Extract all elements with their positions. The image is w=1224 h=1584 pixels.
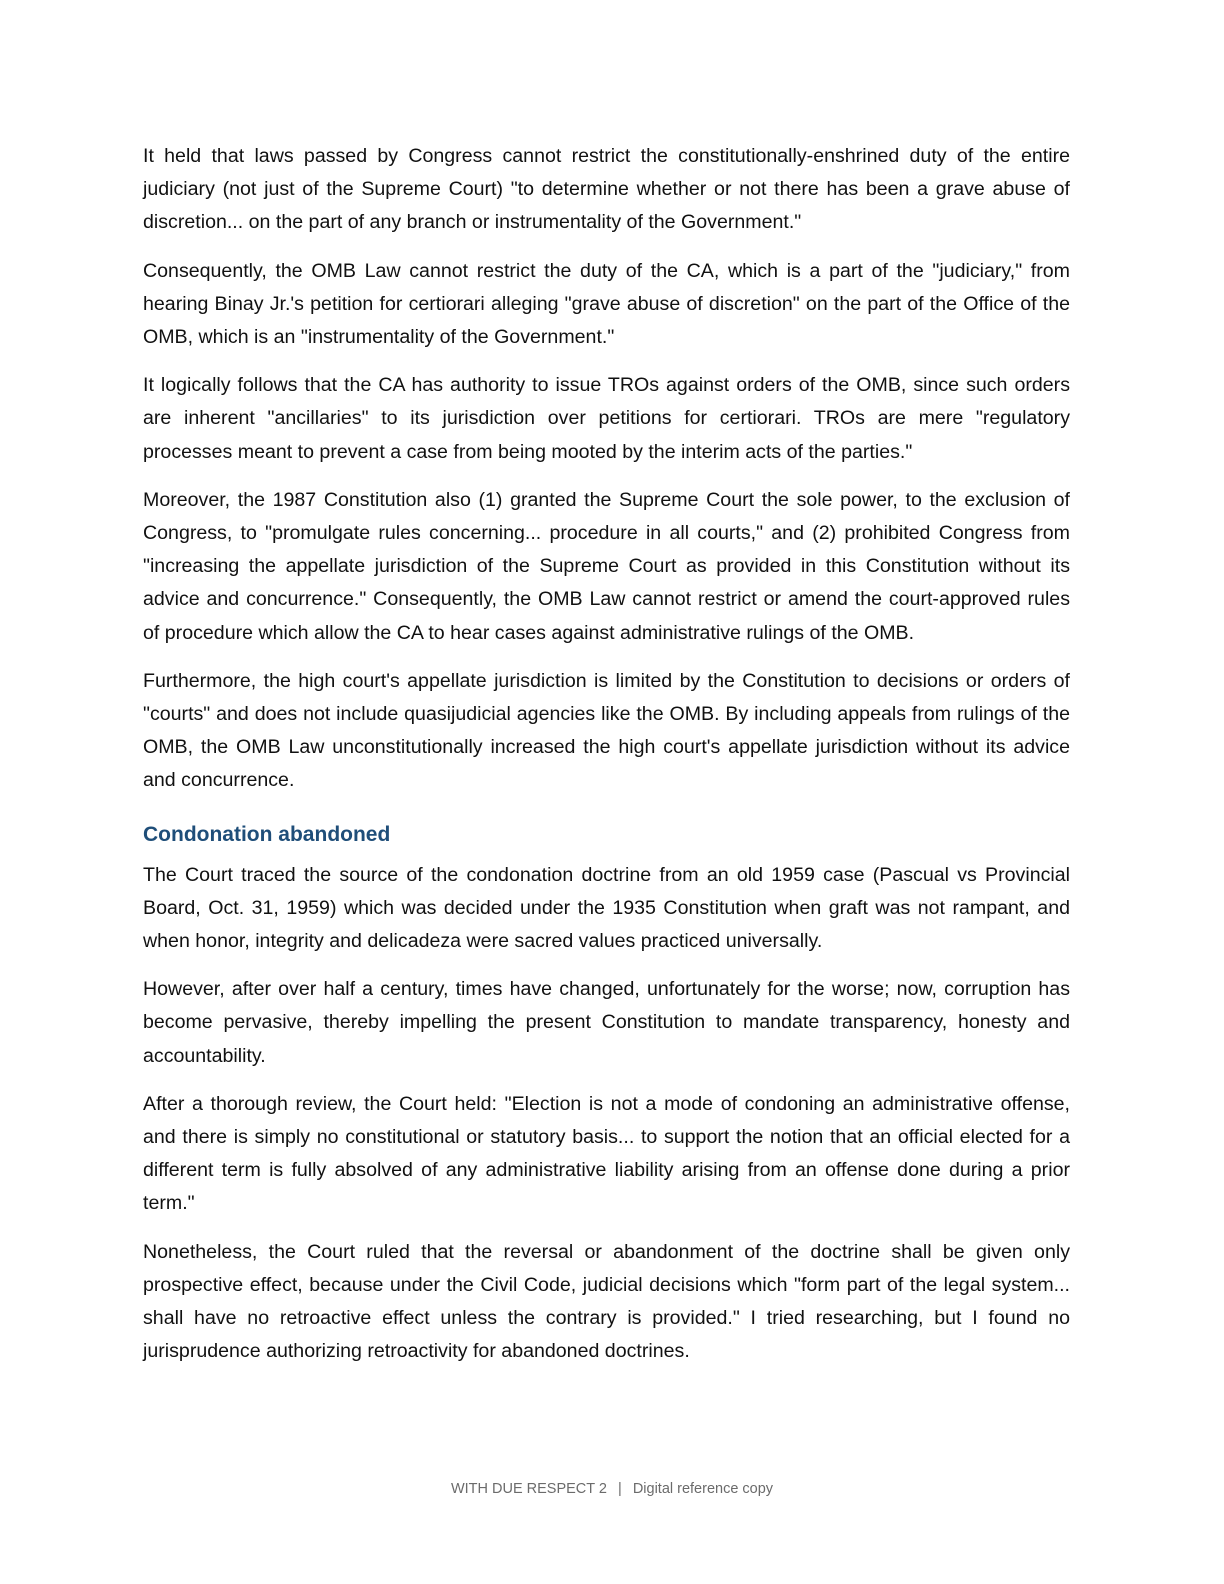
body-paragraph: Furthermore, the high court's appellate jurisdiction is limited by the Constitution to decisions or orders of "courts" and does not include quasijudicial agencies like the OMB. By including appeals from rulings of the OMB, the OMB Law unconstitutionally increased the high court's appellate jurisdiction without its advice and concurrence.	[143, 669, 1070, 792]
footer-title: WITH DUE RESPECT 2	[450, 1481, 607, 1497]
section-heading: Condonation abandoned	[143, 822, 391, 846]
body-paragraph: Consequently, the OMB Law cannot restrict the duty of the CA, which is a part of the "judiciary," from hearing Binay Jr.'s petition for certiorari alleging "grave abuse of discretion" on the part of the Office of the OMB, which is an "instrumentality of the Government."	[143, 259, 1070, 349]
body-paragraph: After a thorough review, the Court held: "Election is not a mode of condoning an administrative offense, and there is simply no constitutional or statutory basis... to support the notion that an official elected for a different term is fully absolved of any administrative liability arising from an offense done during a prior term."	[143, 1092, 1070, 1215]
body-paragraph: It logically follows that the CA has authority to issue TROs against orders of the OMB, since such orders are inherent "ancillaries" to its jurisdiction over petitions for certiorari. TROs are mere "regulatory processes meant to prevent a case from being mooted by the interim acts of the parties."	[143, 374, 1070, 463]
page-footer	[0, 1479, 1224, 1499]
body-paragraph: The Court traced the source of the condonation doctrine from an old 1959 case (Pascual vs Provincial Board, Oct. 31, 1959) which was decided under the 1935 Constitution when graft was not rampant, and when honor, integrity and delicadeza were sacred values practiced universally.	[143, 863, 1070, 953]
footer-note: Digital reference copy	[632, 1481, 774, 1497]
body-paragraph: Nonetheless, the Court ruled that the reversal or abandonment of the doctrine shall be given only prospective effect, because under the Civil Code, judicial decisions which "form part of the legal system... shall have no retroactive effect unless the contrary is provided." I tried researching, but I found no jurisprudence authorizing retroactivity for abandoned doctrines.	[143, 1240, 1070, 1363]
body-paragraph: However, after over half a century, times have changed, unfortunately for the worse; now, corruption has become pervasive, thereby impelling the present Constitution to mandate transparency, honesty and accountability.	[143, 978, 1070, 1067]
footer-separator: |	[618, 1481, 622, 1497]
body-paragraph: It held that laws passed by Congress cannot restrict the constitutionally-enshrined duty of the entire judiciary (not just of the Supreme Court) "to determine whether or not there has been a grave abuse of discretion... on the part of any branch or instrumentality of the Government."	[143, 145, 1070, 234]
document-body	[143, 140, 1070, 1384]
body-paragraph: Moreover, the 1987 Constitution also (1) granted the Supreme Court the sole power, to the exclusion of Congress, to "promulgate rules concerning... procedure in all courts," and (2) prohibited Congress from "increasing the appellate jurisdiction of the Supreme Court as provided in this Constitution without its advice and concurrence." Consequently, the OMB Law cannot restrict or amend the court-approved rules of procedure which allow the CA to hear cases against administrative rulings of the OMB.	[143, 488, 1070, 644]
